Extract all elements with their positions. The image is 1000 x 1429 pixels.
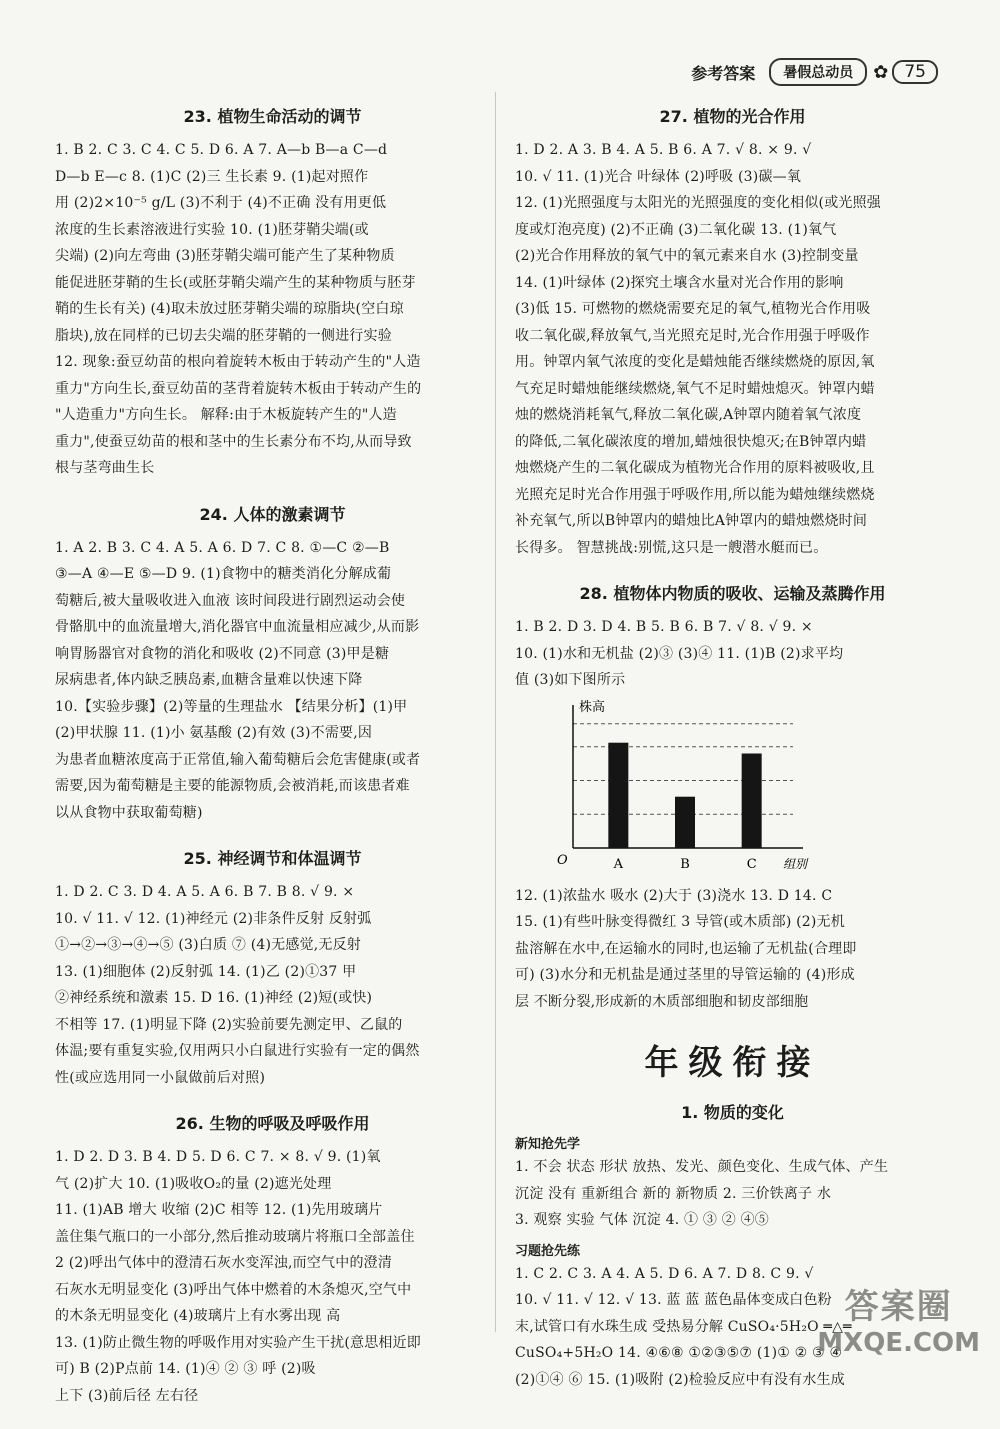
answer-line: 尖端) (2)向左弯曲 (3)胚芽鞘尖端可能产生了某种物质 xyxy=(55,248,395,264)
bar-C xyxy=(742,753,762,848)
answer-line: 补充氧气,所以B钟罩内的蜡烛比A钟罩内的蜡烛燃烧时间 xyxy=(515,513,868,529)
answer-lines xyxy=(515,1154,950,1234)
answer-line: 沉淀 没有 重新组合 新的 新物质 2. 三价铁离子 水 xyxy=(515,1185,832,1202)
answer-line: 以从食物中获取葡萄糖) xyxy=(55,804,203,821)
header-label: 参考答案 xyxy=(691,63,756,83)
answer-line: ②神经系统和激素 15. D 16. (1)神经 (2)短(或快) xyxy=(55,990,373,1006)
answer-line: 的降低,二氧化碳浓度的增加,蜡烛很快熄灭;在B钟罩内蜡 xyxy=(515,433,867,450)
answer-line: 烛的燃烧消耗氧气,释放二氧化碳,A钟罩内随着氧气浓度 xyxy=(515,407,862,423)
page-header xyxy=(691,58,938,86)
answer-line: D—b E—c 8. (1)C (2)三 生长素 9. (1)起对照作 xyxy=(55,168,369,185)
answer-line: 10. (1)水和无机盐 (2)③ (3)④ 11. (1)B (2)求平均 xyxy=(515,645,844,662)
answer-line: 1. D 2. D 3. B 4. D 5. D 6. C 7. × 8. √ 9. (1)氧 xyxy=(55,1149,381,1165)
answer-line: 能促进胚芽鞘的生长(或胚芽鞘尖端产生的某种物质与胚芽 xyxy=(55,274,416,291)
answer-line: 尿病患者,体内缺乏胰岛素,血糖含量难以快速下降 xyxy=(55,672,363,688)
section-24 xyxy=(55,502,490,827)
answer-line: 15. (1)有些叶脉变得微红 3 导管(或木质部) (2)无机 xyxy=(515,914,845,930)
section-title: 23. 植物生命活动的调节 xyxy=(183,107,362,126)
answer-line: 可) (3)水分和无机盐是通过茎里的导管运输的 (4)形成 xyxy=(515,967,855,983)
answer-line: (2)甲状腺 11. (1)小 氨基酸 (2)有效 (3)不需要,因 xyxy=(55,725,373,741)
section-26 xyxy=(55,1111,490,1409)
answer-lines xyxy=(515,137,950,561)
answer-line: 值 (3)如下图所示 xyxy=(515,672,626,688)
answer-lines xyxy=(55,1144,490,1409)
answer-lines xyxy=(515,883,950,1016)
answer-line: 不相等 17. (1)明显下降 (2)实验前要先测定甲、乙鼠的 xyxy=(55,1016,403,1033)
section-title: 28. 植物体内物质的吸收、运输及蒸腾作用 xyxy=(579,584,886,603)
answer-line: (2)①④ ⑥ 15. (1)吸附 (2)检验反应中有没有水生成 xyxy=(515,1371,845,1388)
tick-label: B xyxy=(680,856,690,872)
section-23 xyxy=(55,104,490,482)
section-title: 27. 植物的光合作用 xyxy=(659,107,806,126)
answer-line: 1. 不会 状态 形状 放热、发光、颜色变化、生成气体、产生 xyxy=(515,1159,889,1175)
mascot-icon: ✿ xyxy=(873,61,889,83)
watermark-mark: 答案圈 xyxy=(844,1287,953,1327)
answer-line: 骨骼肌中的血流量增大,消化器官中血流量相应减少,从而影 xyxy=(55,619,420,635)
answer-line: 性(或应选用同一小鼠做前后对照) xyxy=(55,1069,266,1086)
answer-line: 用 (2)2×10⁻⁵ g/L (3)不利于 (4)不正确 没有用更低 xyxy=(55,195,387,211)
answer-line: 重力"方向生长,蚕豆幼苗的茎背着旋转木板由于转动产生的 xyxy=(55,380,422,397)
x-axis-label: 组别 xyxy=(783,856,808,871)
section-title: 26. 生物的呼吸及呼吸作用 xyxy=(175,1114,370,1133)
answer-line: CuSO₄+5H₂O 14. ④⑥⑧ ①②③⑤⑦ (1)① ② ③ ④ xyxy=(515,1345,843,1361)
answer-line: 11. (1)AB 增大 收缩 (2)C 相等 12. (1)先用玻璃片 xyxy=(55,1202,383,1218)
answer-line: (2)光合作用释放的氧气中的氧元素来自水 (3)控制变量 xyxy=(515,248,859,264)
answer-line: 度或灯泡亮度) (2)不正确 (3)二氧化碳 13. (1)氧气 xyxy=(515,221,837,238)
section-27 xyxy=(515,104,950,561)
answer-line: 根与茎弯曲生长 xyxy=(55,460,155,476)
answer-line: ③—A ④—E ⑤—D 9. (1)食物中的糖类消化分解成葡 xyxy=(55,566,392,582)
answer-line: 10. √ 11. √ 12. (1)神经元 (2)非条件反射 反射弧 xyxy=(55,910,372,927)
answer-line: 可) B (2)P点前 14. (1)④ ② ③ 呼 (2)吸 xyxy=(55,1361,316,1377)
answer-line: 1. A 2. B 3. C 4. A 5. A 6. D 7. C 8. ①—C ②—B xyxy=(55,539,390,556)
tick-label: C xyxy=(746,856,757,872)
answer-line: 12. (1)光照强度与太阳光的光照强度的变化相似(或光照强 xyxy=(515,195,882,211)
answer-line: 3. 观察 实验 气体 沉淀 4. ① ③ ② ④⑤ xyxy=(515,1212,769,1228)
answer-line: 为患者血糖浓度高于正常值,输入葡萄糖后会危害健康(或者 xyxy=(55,751,421,768)
y-axis-label: 株高 xyxy=(579,699,606,715)
watermark xyxy=(817,1279,980,1358)
answer-line: 的木条无明显变化 (4)玻璃片上有水雾出现 高 xyxy=(55,1308,341,1324)
plant-height-bar-chart xyxy=(545,698,845,873)
answer-line: 脂块),放在同样的已切去尖端的胚芽鞘的一侧进行实验 xyxy=(55,327,392,344)
left-column xyxy=(55,104,490,1429)
answer-line: (3)低 15. 可燃物的燃烧需要充足的氧气,植物光合作用吸 xyxy=(515,301,871,317)
section-28 xyxy=(515,581,950,1015)
answer-line: ①→②→③→④→⑤ (3)白质 ⑦ (4)无感觉,无反射 xyxy=(55,937,361,953)
answer-lines xyxy=(55,535,490,827)
answer-line: 10. √ 11. √ 12. √ 13. 蓝 蓝 蓝色晶体变成白色粉 xyxy=(515,1292,832,1308)
answer-line: 13. (1)细胞体 (2)反射弧 14. (1)乙 (2)①37 甲 xyxy=(55,963,357,980)
section-25 xyxy=(55,846,490,1091)
answer-line: 用。钟罩内氧气浓度的变化是蜡烛能否继续燃烧的原因,氧 xyxy=(515,354,875,370)
answer-line: 1. D 2. A 3. B 4. A 5. B 6. A 7. √ 8. × 9. √ xyxy=(515,142,812,158)
answer-line: 浓度的生长素溶液进行实验 10. (1)胚芽鞘尖端(或 xyxy=(55,221,369,238)
answer-line: 需要,因为葡萄糖是主要的能源物质,会被消耗,而该患者难 xyxy=(55,778,410,794)
subsection-title: 新知抢先学 xyxy=(515,1137,581,1152)
answer-line: 12. 现象:蚕豆幼苗的根向着旋转木板由于转动产生的"人造 xyxy=(55,354,421,370)
answer-line: 烛燃烧产生的二氧化碳成为植物光合作用的原料被吸收,且 xyxy=(515,460,875,476)
answer-line: 1. D 2. C 3. D 4. A 5. A 6. B 7. B 8. √ 9. × xyxy=(55,884,355,900)
bar-B xyxy=(675,796,695,847)
answer-line: 14. (1)叶绿体 (2)探究土壤含水量对光合作用的影响 xyxy=(515,274,844,291)
answer-line: 12. (1)浓盐水 吸水 (2)大于 (3)浇水 13. D 14. C xyxy=(515,887,833,904)
answer-line: 体温;要有重复实验,仅用两只小白鼠进行实验有一定的偶然 xyxy=(55,1043,420,1059)
section-title: 25. 神经调节和体温调节 xyxy=(183,849,362,868)
column-divider xyxy=(495,92,496,1332)
answer-line: 1. C 2. C 3. A 4. A 5. D 6. A 7. D 8. C 9. √ xyxy=(515,1265,814,1282)
answer-line: 萄糖后,被大量吸收进入血液 该时间段进行剧烈运动会使 xyxy=(55,592,406,609)
answer-line: 收二氧化碳,释放氧气,当光照充足时,光合作用强于呼吸作 xyxy=(515,327,870,344)
answer-lines xyxy=(55,137,490,482)
answer-line: 盐溶解在水中,在运输水的同时,也运输了无机盐(合理即 xyxy=(515,940,857,957)
section-title: 1. 物质的变化 xyxy=(681,1103,784,1122)
answer-line: 气充足时蜡烛能继续燃烧,氧气不足时蜡烛熄灭。钟罩内蜡 xyxy=(515,380,875,397)
answer-line: 13. (1)防止微生物的呼吸作用对实验产生干扰(意思相近即 xyxy=(55,1334,422,1351)
page-number: 75 xyxy=(892,60,938,84)
answer-lines xyxy=(515,614,950,694)
section-title: 24. 人体的激素调节 xyxy=(199,504,346,524)
answer-line: 光照充足时光合作用强于呼吸作用,所以能为蜡烛继续燃烧 xyxy=(515,486,875,503)
answer-line: 响胃肠器官对食物的消化和吸收 (2)不同意 (3)甲是糖 xyxy=(55,645,390,662)
answer-line: 上下 (3)前后径 左右径 xyxy=(55,1387,199,1404)
grade-transition-banner: 年级衔接 xyxy=(644,1043,821,1083)
origin-label: O xyxy=(557,852,568,868)
answer-line: 重力",使蚕豆幼苗的根和茎中的生长素分布不均,从而导致 xyxy=(55,433,412,450)
answer-line: 鞘的生长有关) (4)取未放过胚芽鞘尖端的琼脂块(空白琼 xyxy=(55,301,404,317)
answer-line: 1. B 2. D 3. D 4. B 5. B 6. B 7. √ 8. √ 9. × xyxy=(515,619,813,635)
answer-line: 10. √ 11. (1)光合 叶绿体 (2)呼吸 (3)碳—氧 xyxy=(515,168,802,185)
answer-line: 石灰水无明显变化 (3)呼出气体中燃着的木条熄灭,空气中 xyxy=(55,1281,412,1298)
answer-line: 末,试管口有水珠生成 受热易分解 CuSO₄·5H₂O ═△═ xyxy=(515,1318,852,1335)
answer-line: 10.【实验步骤】(2)等量的生理盐水 【结果分析】(1)甲 xyxy=(55,698,408,715)
answer-lines xyxy=(55,879,490,1091)
answer-line: 2 (2)呼出气体中的澄清石灰水变浑浊,而空气中的澄清 xyxy=(55,1255,393,1271)
header-brand: 暑假总动员 xyxy=(769,58,867,86)
answer-line: "人造重力"方向生长。 解释:由于木板旋转产生的"人造 xyxy=(55,407,397,423)
answer-line: 长得多。 智慧挑战:别慌,这只是一艘潜水艇而已。 xyxy=(515,539,828,556)
answer-line: 气 (2)扩大 10. (1)吸收O₂的量 (2)遮光处理 xyxy=(55,1175,332,1192)
watermark-url: MXQE.COM xyxy=(817,1328,980,1358)
answer-line: 层 不断分裂,形成新的木质部细胞和韧皮部细胞 xyxy=(515,993,809,1010)
right-column xyxy=(515,104,950,1413)
answer-line: 1. B 2. C 3. C 4. C 5. D 6. A 7. A—b B—a C—d xyxy=(55,142,388,158)
bar-A xyxy=(608,742,628,847)
answer-line: 盖住集气瓶口的一小部分,然后推动玻璃片将瓶口全部盖住 xyxy=(55,1228,415,1245)
tick-label: A xyxy=(613,856,624,872)
subsection-title: 习题抢先练 xyxy=(515,1243,581,1259)
